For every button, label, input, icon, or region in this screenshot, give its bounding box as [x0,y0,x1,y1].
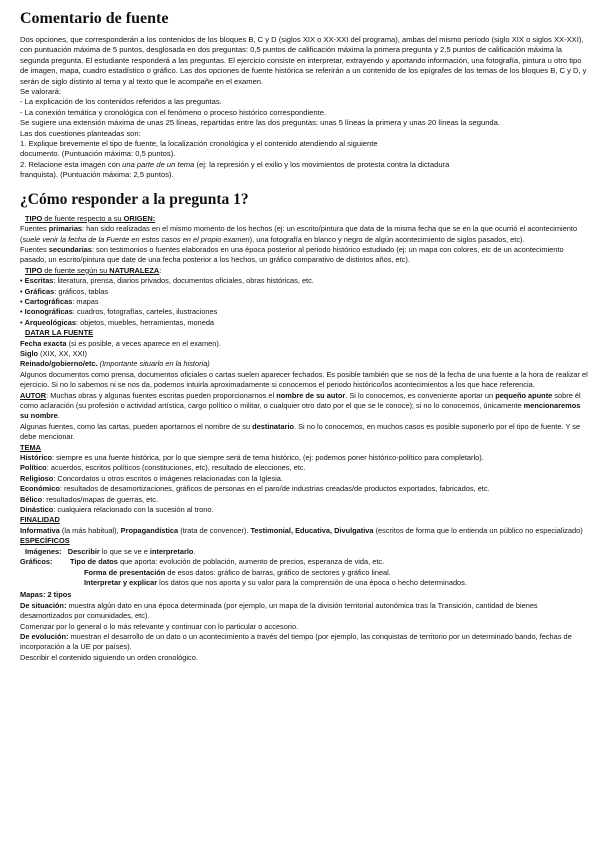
nature-heading: TIPO de fuente según su NATURALEZA: [25,265,162,275]
intro-paragraph: Dos opciones, que corresponderán a los contenidos de los bloques B, C y D (siglos XIX o XX-XXI del programa), ambas del mismo período (siglo XIX o siglos XX-XXI), con puntuación máxima de 5 puntos, desglosada en dos preguntas: 0,5 puntos de calificación máxima la primera pregunta y 2,5 puntos de calificación máxima la segunda pregunta. El estudiante responderá a las preguntas. El ejercicio consiste en interpretar, extrayendo y aportando información, una fotografía, pintura u otro tipo de imagen, mapa, cuadro estadístico o gráfico. Las dos opciones de fuente histórica se referirán a un contenido de los epígrafes de los temas de los bloques B, C y D, y serán de siglo distinto al tema y al texto que le acompañe en el examen. [20,35,587,86]
theme-heading: TEMA [20,442,41,452]
section-heading: ¿Cómo responder a la pregunta 1? [20,190,249,208]
exact-date: Fecha exacta (si es posible, a veces aparece en el examen). [20,338,221,348]
valuation-label: Se valorará: [20,87,61,97]
theme-item: Bélico: resultados/mapas de guerras, etc. [20,494,159,504]
maps-heading: Mapas: 2 tipos [20,590,72,600]
graphs-item: Forma de presentación de esos datos: gráfico de barras, gráfico de sectores y gráfico lineal. [84,567,391,577]
graphs-label: Gráficos: [20,557,53,567]
extension-note: Se sugiere una extensión máxima de unas 25 líneas, repartidas entre las dos preguntas: unas 5 líneas la primera y unas 20 líneas la segunda. [20,118,500,128]
recipient-paragraph: Algunas fuentes, como las cartas, pueden aportarnos el nombre de su destinatario. Si no lo conocemos, en muchos casos es posible suponerlo por el tipo de fuente. Y se debe mencionar. [20,421,581,442]
question-2-line: 2. Relacione esta imagen con una parte de un tema (ej: la represión y el exilio y los movimientos de protesta contra la dictadura [20,159,450,169]
images-line: Imágenes: Describir lo que se ve e interpretarlo. [25,546,196,556]
question-1-line: documento. (Puntuación máxima: 0,5 puntos). [20,149,176,159]
theme-item: Económico: resultados de desamortizaciones, gráficos de personas en el paro/de industrias creadas/de productos exportados, fabricados, etc. [20,484,490,494]
question-1-line: 1. Explique brevemente el tipo de fuente, la localización cronológica y el contenido atendiendo al siguiente [20,139,378,149]
theme-item: Religioso: Concordatos u otros escritos o imágenes relacionadas con la Iglesia. [20,473,283,483]
maps-evolution-note: Describir el contenido siguiendo un orden cronológico. [20,652,198,662]
origin-heading: TIPO de fuente respecto a su ORIGEN: [25,213,156,223]
nature-item: • Iconográficas: cuadros, fotografías, carteles, ilustraciones [20,307,218,317]
questions-intro: Las dos cuestiones planteadas son: [20,128,141,138]
nature-item: • Escritas: literatura, prensa, diarios privados, documentos oficiales, obras históricas, etc. [20,276,314,286]
maps-situation-note: Comenzar por lo general o lo más relevante y continuar con lo particular o accesorio. [20,621,299,631]
primary-sources: Fuentes primarias: han sido realizadas en el mismo momento de los hechos (ej: un escrito/pintura que data de la misma fecha que se en la que ocurrió el acontecimiento (suele venir la fecha de la Fuente en estos casos en el propio examen), una fotografía en blanco y negro de algún acontecimiento de siglos pasados, etc). [20,224,578,244]
secondary-sources: Fuentes secundarias: son testimonios o fuentes elaborados en una época posterior al periodo histórico estudiado (ej: un mapa con colores, etc de un acontecimiento pasado, un escrito/pintura que date de una fecha posterior a los hechos, un gráfico comparativo de distintos años, etc). [20,244,564,265]
question-2-line: franquista). (Puntuación máxima: 2,5 puntos). [20,170,174,180]
purpose-paragraph: Informativa (la más habitual), Propagandística (trata de convencer). Testimonial, Educativa, Divulgativa (escritos de forma que lo entienda un público no especializado) [20,525,583,535]
theme-item: Histórico: siempre es una fuente histórica, por lo que siempre será de tema histórico, (ej: podemos poner histórico-político para completarlo). [20,453,484,463]
page-title: Comentario de fuente [20,10,169,27]
maps-evolution: De evolución: muestran el desarrollo de un dato o un acontecimiento a través del tiempo (por ejemplo, las conquistas de territorio por un determinado bando, fechas de incorporación a la UE por países). [20,631,572,652]
nature-item: • Cartográficas: mapas [20,296,99,306]
specific-heading: ESPECÍFICOS [20,536,70,546]
graphs-item: Interpretar y explicar los datos que nos aporta y su valor para la comprensión de una época o hecho determinados. [84,577,467,587]
purpose-heading: FINALIDAD [20,515,60,525]
theme-item: Político: acuerdos, escritos políticos (constituciones, etc), resultado de elecciones, etc. [20,463,306,473]
answer-guide [20,214,588,663]
date-paragraph: Algunos documentos como prensa, documentos oficiales o cartas suelen aparecer fechados. Es posible también que se nos dé la fecha de una fuente a la hora de realizar el ejercicio. Si no lo sabemos ni se nos da, podemos intuirla aproximadamente si conocemos el periodo histórico/los acontecimientos a los que hace referencia. [20,369,588,390]
graphs-block [20,557,588,588]
nature-item: • Gráficas: gráficos, tablas [20,286,109,296]
date-heading: DATAR LA FUENTE [25,328,94,338]
theme-item: Dinástico: cualquiera relacionado con la sucesión al trono. [20,505,214,515]
author-paragraph: AUTOR: Muchas obras y algunas fuentes escritas pueden proporcionarnos el nombre de su autor. Si lo conocemos, es conveniente aportar un pequeño apunte sobre él como aclaración (su profesión o actividad artística, cargo político o militar, o cualquier otro dato por el que se le conoce); si no lo conocemos, únicamente mencionaremos su nombre. [20,390,581,421]
reign: Reinado/gobierno/etc. (Importante situarlo en la historia) [20,359,210,369]
graphs-item: Tipo de datos que aporta: evolución de población, aumento de precios, esperanza de vida, etc. [70,557,385,567]
nature-item: • Arqueológicas: objetos, muebles, herramientas, moneda [20,317,215,327]
criterion-item: - La conexión temática y cronológica con el fenómeno o proceso histórico correspondiente. [20,107,327,117]
century: Siglo (XIX, XX, XXI) [20,348,87,358]
maps-situation: De situación: muestra algún dato en una época determinada (por ejemplo, un mapa de la división territorial autonómica tras la Transición, cantidad de bienes desamortizados por comunidades, etc). [20,600,538,621]
criterion-item: - La explicación de los contenidos referidos a las preguntas. [20,97,222,107]
intro-section [20,35,588,181]
